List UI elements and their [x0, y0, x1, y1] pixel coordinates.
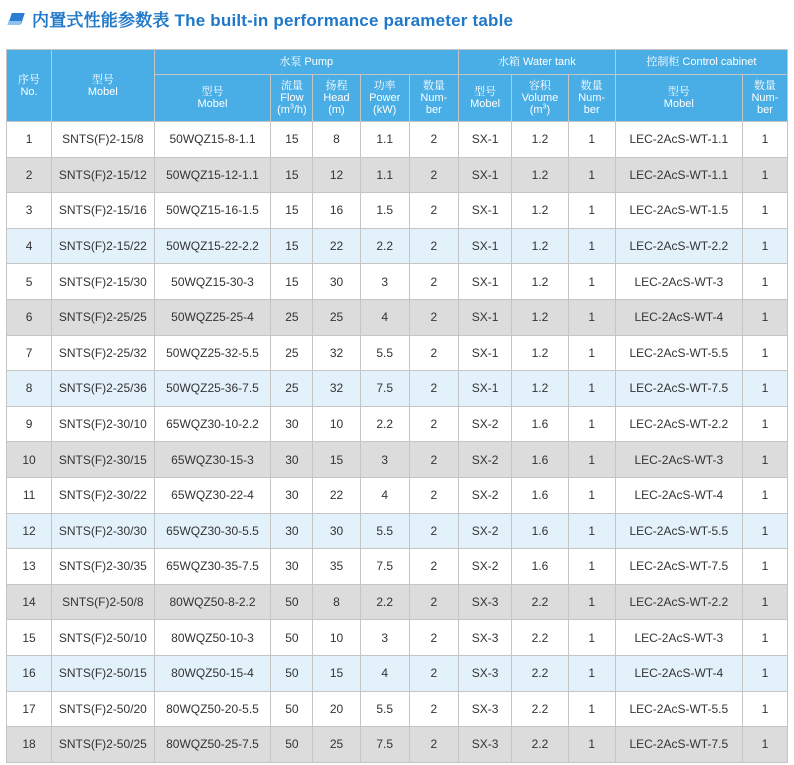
cell-tank-number: 1	[568, 299, 615, 335]
cell-pump-number: 2	[409, 620, 458, 656]
cell-tank-number: 1	[568, 122, 615, 158]
cell-model: SNTS(F)2-30/30	[52, 513, 154, 549]
cell-power: 5.5	[360, 691, 409, 727]
table-row	[7, 122, 788, 158]
header-pump-number: 数量 Num- ber	[409, 75, 458, 122]
header-tank-number: 数量 Num- ber	[568, 75, 615, 122]
table-row	[7, 727, 788, 763]
cell-pump-model: 65WQZ30-35-7.5	[154, 549, 271, 585]
cell-tank-model: SX-3	[458, 584, 511, 620]
cell-power: 4	[360, 477, 409, 513]
cell-pump-model: 50WQZ25-32-5.5	[154, 335, 271, 371]
cell-flow: 15	[271, 157, 313, 193]
cell-model: SNTS(F)2-50/10	[52, 620, 154, 656]
cell-flow: 25	[271, 371, 313, 407]
cell-flow: 30	[271, 442, 313, 478]
table-row	[7, 228, 788, 264]
cell-tank-number: 1	[568, 371, 615, 407]
cell-cabinet-model: LEC-2AcS-WT-7.5	[615, 371, 742, 407]
cell-tank-number: 1	[568, 477, 615, 513]
cell-head: 8	[313, 122, 360, 158]
cell-cabinet-model: LEC-2AcS-WT-4	[615, 477, 742, 513]
cell-tank-model: SX-2	[458, 442, 511, 478]
cell-head: 20	[313, 691, 360, 727]
table-row	[7, 584, 788, 620]
cell-volume: 2.2	[512, 727, 568, 763]
cell-tank-number: 1	[568, 727, 615, 763]
table-row	[7, 406, 788, 442]
cell-cabinet-model: LEC-2AcS-WT-7.5	[615, 549, 742, 585]
cell-model: SNTS(F)2-30/35	[52, 549, 154, 585]
cell-tank-model: SX-1	[458, 299, 511, 335]
cell-tank-model: SX-1	[458, 228, 511, 264]
cell-power: 2.2	[360, 228, 409, 264]
cell-model: SNTS(F)2-25/32	[52, 335, 154, 371]
cell-no: 10	[7, 442, 52, 478]
cell-volume: 2.2	[512, 691, 568, 727]
cell-flow: 50	[271, 620, 313, 656]
cell-tank-number: 1	[568, 335, 615, 371]
cell-no: 6	[7, 299, 52, 335]
cell-pump-model: 80WQZ50-10-3	[154, 620, 271, 656]
cell-pump-number: 2	[409, 442, 458, 478]
cell-no: 3	[7, 193, 52, 229]
cell-cabinet-model: LEC-2AcS-WT-3	[615, 264, 742, 300]
cell-model: SNTS(F)2-50/25	[52, 727, 154, 763]
cell-pump-number: 2	[409, 584, 458, 620]
cell-volume: 1.6	[512, 513, 568, 549]
cell-model: SNTS(F)2-30/15	[52, 442, 154, 478]
header-tank-model: 型号 Mobel	[458, 75, 511, 122]
cell-tank-model: SX-1	[458, 371, 511, 407]
cell-cabinet-model: LEC-2AcS-WT-4	[615, 655, 742, 691]
cell-power: 3	[360, 620, 409, 656]
cell-pump-model: 50WQZ15-8-1.1	[154, 122, 271, 158]
cell-power: 1.1	[360, 157, 409, 193]
cell-cabinet-number: 1	[742, 406, 787, 442]
cell-tank-model: SX-3	[458, 620, 511, 656]
cell-tank-number: 1	[568, 655, 615, 691]
cell-tank-number: 1	[568, 513, 615, 549]
cell-cabinet-model: LEC-2AcS-WT-2.2	[615, 228, 742, 264]
cell-tank-number: 1	[568, 228, 615, 264]
cell-cabinet-number: 1	[742, 442, 787, 478]
cell-pump-model: 80WQZ50-25-7.5	[154, 727, 271, 763]
table-row	[7, 193, 788, 229]
cell-head: 25	[313, 727, 360, 763]
cell-head: 10	[313, 620, 360, 656]
cell-flow: 50	[271, 584, 313, 620]
cell-cabinet-number: 1	[742, 727, 787, 763]
cell-no: 4	[7, 228, 52, 264]
cell-head: 15	[313, 655, 360, 691]
cell-model: SNTS(F)2-25/36	[52, 371, 154, 407]
cell-cabinet-model: LEC-2AcS-WT-2.2	[615, 406, 742, 442]
cell-flow: 15	[271, 193, 313, 229]
cell-volume: 1.6	[512, 477, 568, 513]
cell-model: SNTS(F)2-15/8	[52, 122, 154, 158]
cell-head: 22	[313, 228, 360, 264]
cell-tank-model: SX-2	[458, 477, 511, 513]
cell-pump-number: 2	[409, 406, 458, 442]
cell-model: SNTS(F)2-50/8	[52, 584, 154, 620]
cell-flow: 25	[271, 335, 313, 371]
cell-pump-model: 65WQZ30-30-5.5	[154, 513, 271, 549]
cell-pump-number: 2	[409, 228, 458, 264]
cell-cabinet-number: 1	[742, 655, 787, 691]
cell-pump-number: 2	[409, 335, 458, 371]
cell-head: 15	[313, 442, 360, 478]
cell-cabinet-model: LEC-2AcS-WT-1.1	[615, 122, 742, 158]
cell-pump-model: 50WQZ25-36-7.5	[154, 371, 271, 407]
cell-no: 17	[7, 691, 52, 727]
cell-head: 8	[313, 584, 360, 620]
cell-cabinet-number: 1	[742, 371, 787, 407]
cell-power: 2.2	[360, 584, 409, 620]
header-cabinet-group: 控制柜 Control cabinet	[615, 50, 787, 75]
cell-cabinet-number: 1	[742, 122, 787, 158]
cell-cabinet-number: 1	[742, 335, 787, 371]
cell-tank-number: 1	[568, 442, 615, 478]
cell-flow: 30	[271, 513, 313, 549]
cell-volume: 1.2	[512, 122, 568, 158]
cell-no: 18	[7, 727, 52, 763]
header-volume: 容积 Volume $(m^3)$	[512, 75, 568, 122]
cell-head: 10	[313, 406, 360, 442]
cell-cabinet-number: 1	[742, 193, 787, 229]
cell-cabinet-number: 1	[742, 620, 787, 656]
cell-pump-number: 2	[409, 122, 458, 158]
cell-no: 5	[7, 264, 52, 300]
header-flow: 流量 Flow $(m^3/h)$	[271, 75, 313, 122]
header-cabinet-number: 数量 Num- ber	[742, 75, 787, 122]
cell-tank-number: 1	[568, 157, 615, 193]
cell-cabinet-model: LEC-2AcS-WT-1.5	[615, 193, 742, 229]
cell-model: SNTS(F)2-50/15	[52, 655, 154, 691]
cell-power: 5.5	[360, 335, 409, 371]
cell-tank-number: 1	[568, 193, 615, 229]
cell-tank-model: SX-2	[458, 513, 511, 549]
cell-no: 2	[7, 157, 52, 193]
cell-head: 32	[313, 371, 360, 407]
cell-tank-model: SX-3	[458, 655, 511, 691]
table-header	[7, 50, 788, 122]
cell-model: SNTS(F)2-25/25	[52, 299, 154, 335]
cell-pump-model: 65WQZ30-15-3	[154, 442, 271, 478]
cell-flow: 15	[271, 228, 313, 264]
table-row	[7, 549, 788, 585]
cell-power: 3	[360, 442, 409, 478]
cell-pump-number: 2	[409, 371, 458, 407]
cell-power: 1.5	[360, 193, 409, 229]
cell-model: SNTS(F)2-15/12	[52, 157, 154, 193]
cell-volume: 2.2	[512, 584, 568, 620]
cell-no: 12	[7, 513, 52, 549]
cell-power: 2.2	[360, 406, 409, 442]
cell-tank-number: 1	[568, 264, 615, 300]
cell-volume: 1.6	[512, 442, 568, 478]
cell-power: 4	[360, 299, 409, 335]
cell-volume: 1.2	[512, 335, 568, 371]
header-cabinet-model: 型号 Mobel	[615, 75, 742, 122]
header-seq: 序号 No.	[7, 50, 52, 122]
cell-pump-number: 2	[409, 264, 458, 300]
table-body	[7, 122, 788, 763]
cell-no: 11	[7, 477, 52, 513]
cell-tank-number: 1	[568, 620, 615, 656]
cell-pump-number: 2	[409, 727, 458, 763]
cell-volume: 2.2	[512, 620, 568, 656]
header-pump-model: 型号 Mobel	[154, 75, 271, 122]
cell-head: 32	[313, 335, 360, 371]
cell-cabinet-model: LEC-2AcS-WT-7.5	[615, 727, 742, 763]
cell-cabinet-number: 1	[742, 477, 787, 513]
cell-cabinet-model: LEC-2AcS-WT-3	[615, 442, 742, 478]
cell-power: 1.1	[360, 122, 409, 158]
cell-pump-number: 2	[409, 157, 458, 193]
cell-flow: 15	[271, 122, 313, 158]
page-title	[8, 6, 513, 30]
table-row	[7, 442, 788, 478]
cell-cabinet-model: LEC-2AcS-WT-2.2	[615, 584, 742, 620]
table-row	[7, 371, 788, 407]
cell-head: 25	[313, 299, 360, 335]
cell-volume: 1.2	[512, 299, 568, 335]
cell-model: SNTS(F)2-15/30	[52, 264, 154, 300]
cell-cabinet-number: 1	[742, 584, 787, 620]
cell-tank-number: 1	[568, 584, 615, 620]
cell-pump-number: 2	[409, 691, 458, 727]
cell-volume: 1.2	[512, 264, 568, 300]
table-row	[7, 620, 788, 656]
cell-pump-number: 2	[409, 513, 458, 549]
cell-pump-number: 2	[409, 193, 458, 229]
cell-flow: 30	[271, 477, 313, 513]
cell-power: 3	[360, 264, 409, 300]
cell-no: 15	[7, 620, 52, 656]
cell-pump-model: 50WQZ15-12-1.1	[154, 157, 271, 193]
table-row	[7, 299, 788, 335]
cell-pump-number: 2	[409, 655, 458, 691]
header-model: 型号 Mobel	[52, 50, 154, 122]
cell-pump-model: 50WQZ15-16-1.5	[154, 193, 271, 229]
header-power: 功率 Power (kW)	[360, 75, 409, 122]
cell-volume: 1.2	[512, 371, 568, 407]
cell-power: 5.5	[360, 513, 409, 549]
cell-model: SNTS(F)2-30/22	[52, 477, 154, 513]
table-row	[7, 264, 788, 300]
cell-flow: 50	[271, 691, 313, 727]
cell-volume: 1.6	[512, 549, 568, 585]
cell-tank-model: SX-3	[458, 691, 511, 727]
table-row	[7, 335, 788, 371]
cell-pump-number: 2	[409, 477, 458, 513]
cell-flow: 30	[271, 406, 313, 442]
cell-power: 4	[360, 655, 409, 691]
table-row	[7, 691, 788, 727]
cell-tank-model: SX-1	[458, 335, 511, 371]
header-head: 扬程 Head (m)	[313, 75, 360, 122]
cell-no: 7	[7, 335, 52, 371]
cell-pump-model: 50WQZ15-30-3	[154, 264, 271, 300]
cell-flow: 25	[271, 299, 313, 335]
cell-volume: 2.2	[512, 655, 568, 691]
cell-power: 7.5	[360, 371, 409, 407]
cell-cabinet-model: LEC-2AcS-WT-3	[615, 620, 742, 656]
cell-tank-model: SX-2	[458, 406, 511, 442]
cell-flow: 15	[271, 264, 313, 300]
cell-head: 22	[313, 477, 360, 513]
cell-tank-number: 1	[568, 691, 615, 727]
cell-pump-model: 50WQZ15-22-2.2	[154, 228, 271, 264]
cell-tank-model: SX-3	[458, 727, 511, 763]
title-bullet-icon	[8, 12, 24, 25]
cell-cabinet-model: LEC-2AcS-WT-1.1	[615, 157, 742, 193]
cell-cabinet-number: 1	[742, 228, 787, 264]
cell-pump-model: 80WQZ50-15-4	[154, 655, 271, 691]
cell-no: 9	[7, 406, 52, 442]
cell-pump-model: 65WQZ30-10-2.2	[154, 406, 271, 442]
cell-pump-model: 65WQZ30-22-4	[154, 477, 271, 513]
cell-no: 8	[7, 371, 52, 407]
cell-no: 13	[7, 549, 52, 585]
cell-tank-model: SX-1	[458, 157, 511, 193]
cell-volume: 1.2	[512, 228, 568, 264]
cell-pump-model: 50WQZ25-25-4	[154, 299, 271, 335]
cell-no: 1	[7, 122, 52, 158]
cell-no: 14	[7, 584, 52, 620]
cell-head: 30	[313, 264, 360, 300]
header-pump-group: 水泵 Pump	[154, 50, 458, 75]
table-row	[7, 157, 788, 193]
cell-model: SNTS(F)2-15/16	[52, 193, 154, 229]
performance-table	[6, 49, 788, 763]
cell-cabinet-model: LEC-2AcS-WT-5.5	[615, 691, 742, 727]
cell-tank-model: SX-1	[458, 193, 511, 229]
cell-volume: 1.6	[512, 406, 568, 442]
cell-model: SNTS(F)2-30/10	[52, 406, 154, 442]
cell-flow: 50	[271, 655, 313, 691]
cell-flow: 30	[271, 549, 313, 585]
cell-volume: 1.2	[512, 193, 568, 229]
cell-power: 7.5	[360, 727, 409, 763]
cell-head: 30	[313, 513, 360, 549]
cell-cabinet-model: LEC-2AcS-WT-5.5	[615, 513, 742, 549]
title-text: 内置式性能参数表 The built-in performance parameter table	[32, 10, 514, 30]
cell-volume: 1.2	[512, 157, 568, 193]
cell-pump-number: 2	[409, 549, 458, 585]
cell-model: SNTS(F)2-15/22	[52, 228, 154, 264]
cell-power: 7.5	[360, 549, 409, 585]
cell-tank-model: SX-1	[458, 122, 511, 158]
cell-tank-model: SX-1	[458, 264, 511, 300]
cell-pump-number: 2	[409, 299, 458, 335]
cell-tank-model: SX-2	[458, 549, 511, 585]
cell-cabinet-model: LEC-2AcS-WT-4	[615, 299, 742, 335]
cell-cabinet-number: 1	[742, 691, 787, 727]
cell-head: 16	[313, 193, 360, 229]
cell-tank-number: 1	[568, 549, 615, 585]
cell-cabinet-number: 1	[742, 513, 787, 549]
cell-cabinet-number: 1	[742, 157, 787, 193]
cell-cabinet-number: 1	[742, 549, 787, 585]
table-row	[7, 513, 788, 549]
cell-cabinet-number: 1	[742, 299, 787, 335]
table-row	[7, 477, 788, 513]
cell-pump-model: 80WQZ50-8-2.2	[154, 584, 271, 620]
cell-pump-model: 80WQZ50-20-5.5	[154, 691, 271, 727]
cell-flow: 50	[271, 727, 313, 763]
cell-cabinet-model: LEC-2AcS-WT-5.5	[615, 335, 742, 371]
table-row	[7, 655, 788, 691]
cell-model: SNTS(F)2-50/20	[52, 691, 154, 727]
header-tank-group: 水箱 Water tank	[458, 50, 615, 75]
cell-cabinet-number: 1	[742, 264, 787, 300]
cell-head: 12	[313, 157, 360, 193]
cell-tank-number: 1	[568, 406, 615, 442]
cell-head: 35	[313, 549, 360, 585]
cell-no: 16	[7, 655, 52, 691]
